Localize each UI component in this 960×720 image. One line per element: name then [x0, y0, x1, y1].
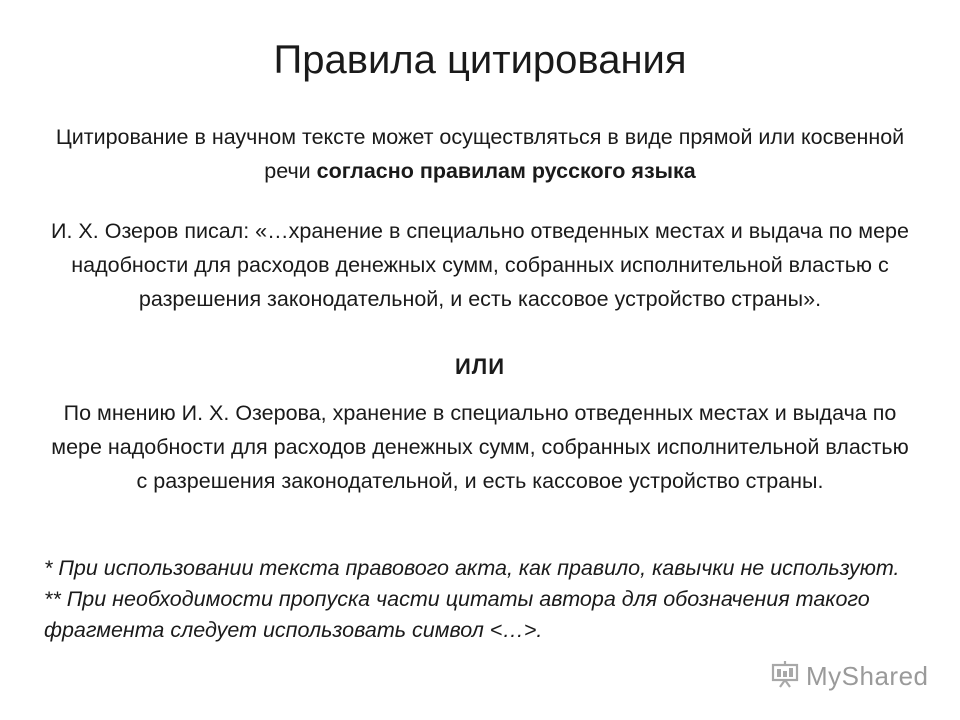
indirect-quote-example: По мнению И. Х. Озерова, хранение в специально отведенных местах и выдача по мере надобности для расходов денежных сумм, собранных исполнительной властью с разрешения законодательной, и есть кассовое устройство страны.	[51, 401, 909, 493]
slide-title: Правила цитирования	[273, 38, 687, 82]
footnote-2: ** При необходимости пропуска части цитаты автора для обозначения такого фрагмента следует использовать символ <…>.	[44, 587, 870, 642]
footnote-1: * При использовании текста правового акта, как правило, кавычки не используют.	[44, 556, 900, 580]
separator-or: ИЛИ	[454, 354, 506, 379]
presentation-board-icon	[770, 659, 800, 694]
watermark	[770, 656, 929, 696]
intro-paragraph	[50, 120, 910, 188]
watermark-text: MyShared	[806, 660, 929, 691]
intro-text: Цитирование в научном тексте может осуществляться в виде прямой или косвенной речи	[55, 125, 905, 183]
footnotes	[44, 553, 924, 646]
direct-quote-example: И. Х. Озеров писал: «…хранение в специально отведенных местах и выдача по мере надобности для расходов денежных сумм, собранных исполнительной властью с разрешения законодательной, и есть кассовое устройство страны».	[51, 219, 909, 311]
intro-bold-text: согласно правилам русского языка	[316, 159, 696, 183]
